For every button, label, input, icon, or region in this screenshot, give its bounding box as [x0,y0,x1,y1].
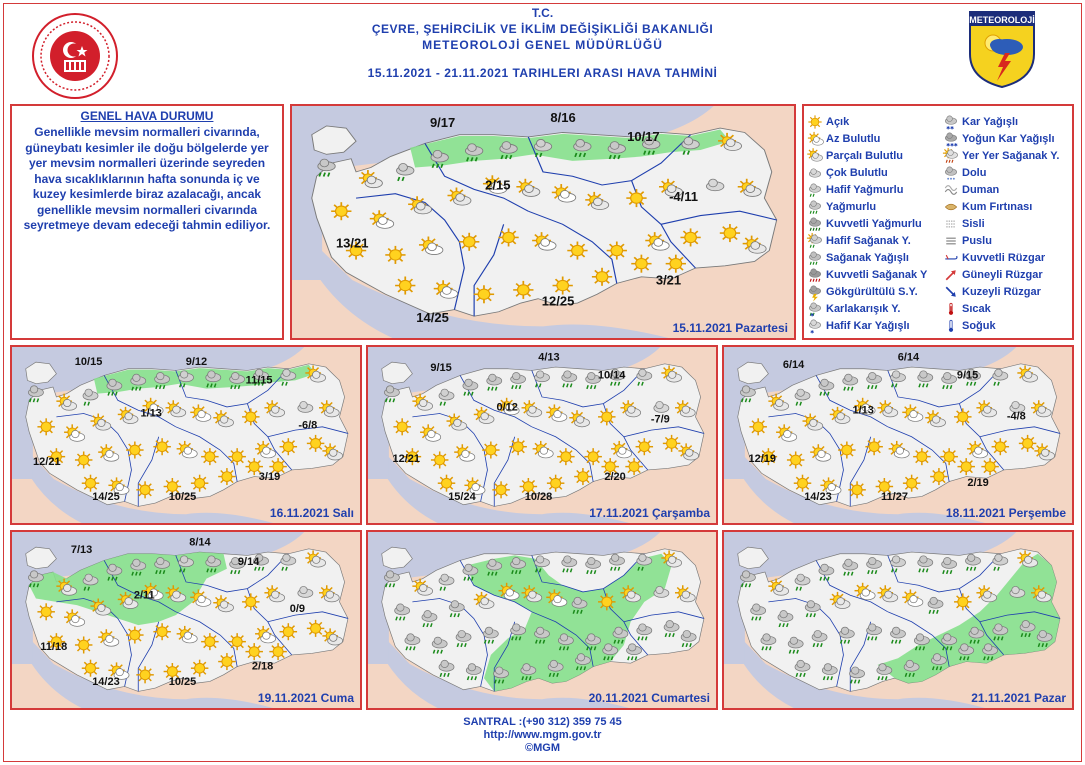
legend-label: Duman [962,183,1000,196]
sun-icon [808,115,821,128]
sun-icon [1019,435,1037,452]
legend-label: Gökgürültülü S.Y. [826,285,918,298]
legend-label: Parçalı Bulutlu [826,149,904,162]
temperature-label: 2/15 [485,177,511,193]
turkey-map [368,347,716,523]
light-snow-icon [808,319,822,336]
sun-icon [636,438,654,455]
sun-icon [787,451,805,468]
scattered-shower-icon [944,149,958,163]
sandstorm-icon [945,204,956,210]
cold-icon [949,320,953,332]
legend-label: Yer Yer Sağanak Y. [962,149,1060,162]
legend-item [808,198,927,215]
smoke-icon [944,183,958,197]
partly-cloudy-icon [807,148,822,161]
sun-icon [218,468,236,485]
legend-label: Kuzeyli Rüzgar [962,285,1041,298]
sun-icon [474,285,494,303]
temperature-label: 14/25 [416,309,449,325]
temperature-label: 12/21 [33,456,61,469]
cloud-icon [809,168,820,177]
svg-text:✱: ✱ [950,126,955,132]
temperature-label: 9/15 [956,369,979,382]
turkey-map [12,532,360,708]
temperature-label: 2/11 [133,589,155,602]
temperature-label: 14/23 [92,675,120,688]
map-date-label: 18.11.2021 Perşembe [945,506,1066,520]
temperature-label: 12/21 [392,452,421,465]
legend-label: Kuvvetli Rüzgar [962,251,1046,264]
haze-icon [946,238,956,244]
north-wind-icon [946,287,956,297]
legend-list-left [808,113,927,334]
sun-icon [992,438,1010,455]
sun-icon [680,228,700,246]
svg-text:✱: ✱ [946,126,951,132]
scattered-shower-icon [943,147,958,162]
map-day-2 [10,345,362,525]
sun-icon [930,468,948,485]
map-day-4 [722,345,1074,525]
temperature-label: 3/21 [655,272,682,288]
legend-item [944,300,1059,317]
sun-icon [307,620,325,637]
sun-icon [957,458,975,475]
footer-copyright: ©MGM [525,742,560,754]
legend-item [944,266,1059,283]
shower-icon [808,251,822,265]
sun-icon [82,475,100,492]
sun-icon [492,481,510,498]
sun-icon [385,246,405,264]
map-day-6 [366,530,718,710]
temperature-label: -6/8 [298,419,318,432]
hot-icon [949,303,953,315]
map-day-5 [10,530,362,710]
sun-icon [459,233,479,251]
sun-icon [75,636,93,653]
sun-icon [808,115,822,129]
sun-icon [201,448,218,465]
sun-icon [631,255,651,273]
heavy-rain-icon [808,217,822,231]
temperature-label: 3/19 [258,471,281,484]
legend-label: Hafif Kar Yağışlı [826,319,910,332]
sun-icon [153,438,171,455]
turkey-map [292,106,794,338]
sun-icon [153,623,171,640]
sun-icon [720,224,740,242]
logo-text: METEOROLOJİ [969,15,1035,25]
map-date-label: 21.11.2021 Pazar [971,691,1066,705]
legend-label: Açık [826,115,850,128]
footer-url[interactable]: http://www.mgm.gov.tr [483,729,602,741]
temperature-label: 10/14 [597,369,626,382]
strong-wind-icon [945,255,957,259]
hail-icon [945,166,956,179]
sun-icon [509,438,527,455]
sun-icon [136,481,154,498]
turkey-map [724,532,1072,708]
map-date-label: 15.11.2021 Pazartesi [672,321,788,335]
fog-icon [944,217,958,231]
sun-icon [126,442,143,459]
temperature-label: 6/14 [897,351,920,364]
sun-icon [553,277,573,295]
turkey-map [12,347,360,523]
sun-icon [848,481,866,498]
sun-icon [598,593,616,610]
legend-label: Puslu [962,234,992,247]
sun-small-cloud-icon [808,132,822,146]
map-date-label: 17.11.2021 Çarşamba [589,506,710,520]
legend-label: Hafif Sağanak Y. [826,234,911,247]
heavy-snow-icon [944,132,958,149]
legend-item [944,113,1059,130]
strong-wind-icon [944,251,958,265]
legend-label: Sisli [962,217,985,230]
sun-icon [228,633,246,650]
partly-cloudy-icon [808,149,822,163]
sun-icon [567,242,587,260]
sun-icon [331,202,351,220]
meteoroloji-logo [967,9,1037,89]
temperature-label: 10/28 [524,490,553,503]
sun-icon [280,623,298,640]
legend-label: Çok Bulutlu [826,166,888,179]
sun-icon [280,438,298,455]
map-date-label: 19.11.2021 Cuma [257,691,354,705]
sun-icon [838,442,856,459]
legend-label: Kuvvetli Sağanak Y [826,268,928,281]
sleet-icon [809,302,820,318]
sun-icon [794,475,812,492]
sun-icon [136,666,154,683]
sun-icon [749,418,767,435]
sun-icon [191,475,208,492]
sun-icon [557,448,575,465]
light-snow-icon [809,319,820,335]
sun-icon [498,228,518,246]
sun-icon [547,475,565,492]
light-rain-icon [808,183,822,197]
temperature-label: 14/23 [804,490,832,503]
sun-icon [625,458,643,475]
temperature-label: 2/18 [251,660,274,673]
svg-text:✱: ✱ [950,143,955,149]
legend-panel [802,104,1074,340]
sun-icon [592,268,612,286]
sun-icon [37,418,55,435]
legend-item [944,283,1059,300]
svg-text:✱: ✱ [810,313,815,319]
legend-label: Dolu [962,166,987,179]
temperature-label: 10/15 [74,356,103,369]
legend-label: Az Bulutlu [826,132,881,145]
legend-label: Yağmurlu [826,200,877,213]
sun-icon [245,643,262,660]
thunderstorm-icon [808,285,822,299]
snow-icon [944,115,958,132]
light-rain-icon [809,183,820,196]
turkey-map [724,347,1072,523]
legend-label: Kuvvetli Yağmurlu [826,217,922,230]
temperature-label: 0/9 [289,603,306,616]
sun-icon [513,281,533,299]
temperature-label: 15/24 [448,490,476,503]
header-directorate: METEOROLOJİ GENEL MÜDÜRLÜĞÜ [422,38,663,52]
legend-item [944,181,1059,198]
temperature-label: 12/19 [748,452,777,465]
rain-icon [808,200,822,214]
light-shower-icon [808,234,822,248]
legend-item [944,147,1059,164]
smoke-icon [945,185,956,194]
legend-item [808,232,927,249]
svg-text:✱: ✱ [810,330,815,336]
sun-icon [75,451,93,468]
legend-item [944,164,1059,181]
temperature-label: 11/15 [245,374,273,387]
light-shower-icon [807,232,822,247]
legend-list-right [944,113,1059,334]
sun-icon [201,633,218,650]
temperature-label: 1/13 [140,407,162,420]
legend-item [944,198,1059,215]
svg-text:✱: ✱ [953,143,958,149]
temperature-label: 9/12 [185,356,208,369]
legend-item [808,215,927,232]
temperature-label: 9/14 [237,556,260,569]
legend-item [808,147,927,164]
north-wind-icon [944,285,958,299]
legend-item [808,130,927,147]
general-weather-title: GENEL HAVA DURUMU [80,109,214,123]
legend-label: Hafif Yağmurlu [826,183,904,196]
sun-icon [607,242,627,260]
rain-icon [809,200,820,213]
sun-icon [598,408,616,425]
map-date-label: 16.11.2021 Salı [269,506,354,520]
legend-item [808,164,927,181]
temperature-label: 9/15 [430,362,452,375]
legend-item [808,317,927,334]
svg-text:✱: ✱ [946,143,951,149]
legend-label: Kar Yağışlı [962,115,1019,128]
temperature-label: -4/8 [1006,410,1026,423]
snow-icon [945,115,956,131]
sun-icon [431,451,449,468]
cloud-icon [808,166,822,180]
map-day-3 [366,345,718,525]
footer-phone: SANTRAL :(+90 312) 359 75 45 [463,716,622,728]
sun-icon [242,593,259,610]
temperature-label: 10/17 [627,128,660,144]
legend-item [808,181,927,198]
sun-icon [482,442,500,459]
legend-label: Sağanak Yağışlı [826,251,909,264]
legend-label: Soğuk [962,319,996,332]
temperature-label: 14/25 [92,490,120,503]
sun-icon [663,435,681,452]
heavy-shower-icon [809,268,820,281]
sun-icon [981,458,999,475]
temperature-label: 2/20 [604,471,626,484]
legend-item [808,283,927,300]
map-day-7 [722,530,1074,710]
temperature-label: 8/16 [550,110,576,126]
sun-icon [584,448,602,465]
thunderstorm-icon [809,285,820,301]
legend-label: Sıcak [962,302,991,315]
legend-label: Karlakarışık Y. [826,302,901,315]
south-wind-icon [946,270,956,280]
sun-icon [228,448,246,465]
temperature-label: 13/21 [335,235,369,251]
header-ministry: ÇEVRE, ŞEHİRCİLİK VE İKLİM DEĞİŞİKLİĞİ BAKANLIĞI [371,22,714,36]
general-weather-text: Genellikle mevsim normalleri civarında, güneybatı kesimler ile doğu bölgelerde yer yer mevsim normalleri üzerinde seyreden hava sıcaklıklarının hafta sonunda iç ve kuzey kesimlerde biraz azalacağı, ancak genellikle mevsim normalleri civarında seyretmeye devam edeceği tahmin ediliyor. [23,125,271,232]
haze-icon [944,234,958,248]
sun-icon [438,475,456,492]
sun-icon [666,255,686,273]
south-wind-icon [944,268,958,282]
legend-item [944,130,1059,147]
temperature-label: 10/25 [168,675,197,688]
temperature-label: 7/13 [70,544,93,557]
sandstorm-icon [944,200,958,214]
sun-icon [626,189,646,207]
sun-icon [269,643,287,660]
sun-small-cloud-icon [808,131,824,144]
general-weather-panel [10,104,284,340]
legend-item [944,232,1059,249]
legend-label: Yoğun Kar Yağışlı [962,132,1055,145]
sun-icon [37,603,55,620]
legend-item [944,317,1059,334]
temperature-label: 11/27 [881,490,908,503]
sun-icon [954,408,972,425]
map-date-label: 20.11.2021 Cumartesi [588,691,710,705]
heavy-rain-icon [809,217,820,230]
header-country: T.C. [531,6,554,20]
temperature-label: 4/13 [538,351,560,364]
temperature-label: 10/25 [168,490,197,503]
legend-item [808,249,927,266]
sun-icon [82,660,100,677]
temperature-label: 6/14 [782,359,805,372]
sun-icon [913,448,931,465]
cold-icon [944,319,958,333]
hail-icon [944,166,958,180]
temperature-label: 8/14 [189,536,211,549]
legend-item [808,113,927,130]
sun-icon [940,448,958,465]
legend-item [808,300,927,317]
sleet-icon [808,302,822,319]
forecast-period: 15.11.2021 - 21.11.2021 TARIHLERI ARASI HAVA TAHMİNİ [367,66,718,80]
temperature-label: 1/13 [852,404,874,417]
fog-icon [946,221,956,227]
sun-icon [242,408,259,425]
header [0,6,1085,81]
turkey-map [368,532,716,708]
temperature-label: 2/19 [967,477,989,490]
temperature-label: -4/11 [669,189,699,205]
map-day-1 [290,104,796,340]
sun-icon [395,277,415,295]
sun-icon [191,660,208,677]
legend-item [944,249,1059,266]
legend-label: Güneyli Rüzgar [962,268,1043,281]
temperature-label: 11/18 [40,641,68,654]
temperature-label: 0/12 [496,401,518,414]
temperature-label: 12/25 [541,293,575,309]
sun-icon [307,435,325,452]
legend-item [944,215,1059,232]
temperature-label: -7/9 [650,413,670,426]
sun-icon [954,593,972,610]
sun-icon [903,475,921,492]
sun-icon [393,418,411,435]
heavy-snow-icon [945,132,958,148]
sun-icon [126,627,143,644]
sun-icon [574,468,592,485]
sun-icon [865,438,883,455]
legend-label: Kum Fırtınası [962,200,1033,213]
footer [0,716,1085,755]
shower-icon [809,251,820,264]
temperature-label: 9/17 [429,114,456,130]
hot-icon [944,302,958,316]
sun-icon [218,653,236,670]
legend-item [808,266,927,283]
heavy-shower-icon [808,268,822,282]
